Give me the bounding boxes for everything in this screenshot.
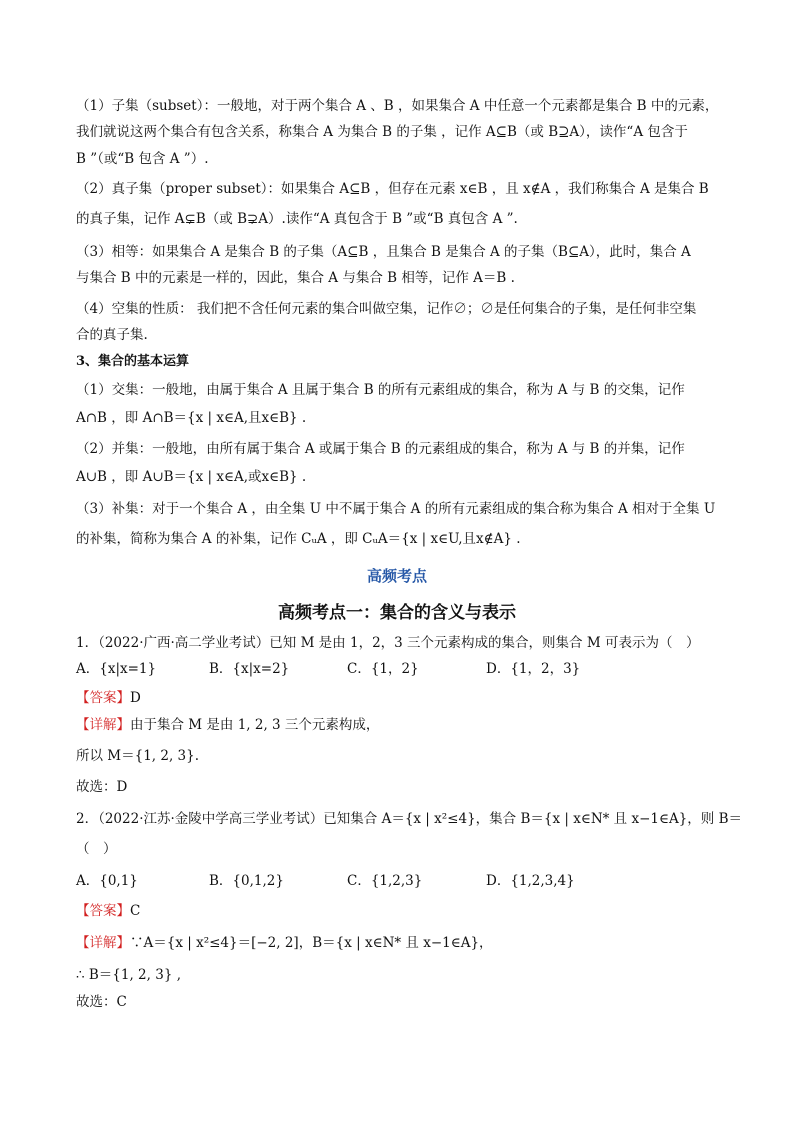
union-line-2: A∪B ，即 A∪B＝{x | x∈A,或x∈B} . [76, 469, 307, 485]
equal-line-2: 与集合 B 中的元素是一样的，因此，集合 A 与集合 B 相等，记作 A＝B . [76, 270, 515, 286]
answer-value: C [130, 903, 141, 919]
question-1-detail-2: 所以 M＝{1, 2, 3}. [76, 748, 200, 764]
question-2-choose [76, 993, 726, 1011]
question-1-option-d: D．{1，2，3} [486, 661, 581, 677]
answer-tag: 【答案】 [76, 903, 130, 919]
detail-tag: 【详解】 [76, 935, 130, 951]
question-2-option-c: C．{1,2,3} [347, 873, 423, 889]
question-2-detail-2: ∴ B＝{1, 2, 3} , [76, 967, 181, 983]
empty-set-line-1: （4）空集的性质： 我们把不含任何元素的集合叫做空集，记作∅；∅是任何集合的子集，是任何非空集 [76, 301, 697, 317]
detail-tag: 【详解】 [76, 717, 130, 733]
empty-set-line-2: 合的真子集. [76, 327, 148, 343]
proper-subset-line-2: 的真子集，记作 A⊊B（或 B⊋A）.读作“A 真包含于 B ”或“B 真包含 A ”. [76, 211, 518, 227]
question-1-option-b: B．{x|x=2} [209, 661, 290, 677]
choose-value: C [116, 994, 127, 1010]
question-2-answer [76, 902, 726, 920]
equal-line-1: （3）相等：如果集合 A 是集合 B 的子集（A⊆B ，且集合 B 是集合 A 的子集（B⊆A），此时，集合 A [76, 244, 691, 260]
question-2-option-b: B．{0,1,2} [209, 873, 284, 889]
question-2-option-a: A．{0,1} [76, 873, 138, 889]
question-1-detail [76, 716, 726, 734]
union-line-1: （2）并集：一般地，由所有属于集合 A 或属于集合 B 的元素组成的集合，称为 A 与 B 的并集，记作 [76, 441, 685, 457]
section-title: 高频考点 [366, 567, 427, 585]
question-2-option-d: D．{1,2,3,4} [486, 873, 575, 889]
question-1-stem: 1．（2022·广西·高二学业考试）已知 M 是由 1，2，3 三个元素构成的集合，则集合 M 可表示为（ ） [76, 635, 700, 651]
question-1-answer [76, 689, 726, 707]
answer-value: D [130, 690, 141, 706]
question-2-stem: 2．（2022·江苏·金陵中学高三学业考试）已知集合 A＝{x | x²≤4}，集合 B＝{x | x∈N* 且 x−1∈A}，则 B＝ [76, 811, 743, 827]
question-2-detail [76, 934, 726, 952]
question-1-option-a: A．{x|x=1} [76, 661, 157, 677]
detail-text: 由于集合 M 是由 1, 2, 3 三个元素构成， [130, 717, 380, 733]
complement-line-1: （3）补集：对于一个集合 A ，由全集 U 中不属于集合 A 的所有元素组成的集合称为集合 A 相对于全集 U [76, 501, 716, 517]
complement-line-2: 的补集，简称为集合 A 的补集，记作 CᵤA ，即 CᵤA＝{x | x∈U,且x∉A} . [76, 531, 521, 547]
intersection-line-1: （1）交集：一般地，由属于集合 A 且属于集合 B 的所有元素组成的集合，称为 A 与 B 的交集，记作 [76, 382, 685, 398]
question-1-option-c: C．{1，2} [347, 661, 419, 677]
answer-tag: 【答案】 [76, 690, 130, 706]
question-1-choose [76, 778, 726, 796]
subsection-title: 高频考点一：集合的含义与表示 [278, 603, 516, 623]
question-2-stem-2: （ ） [76, 841, 117, 857]
detail-text: ∵A＝{x | x²≤4}＝[−2, 2]，B＝{x | x∈N* 且 x−1∈A}， [130, 935, 493, 951]
proper-subset-line-1: （2）真子集（proper subset）：如果集合 A⊆B ，但存在元素 x∈B ，且 x∉A ，我们称集合 A 是集合 B [76, 181, 709, 197]
choose-label: 故选： [76, 779, 117, 795]
subset-line-3: B ”（或“B 包含 A ”）. [76, 151, 209, 167]
subset-line-1: （1）子集（subset）：一般地，对于两个集合 A 、B ，如果集合 A 中任意一个元素都是集合 B 中的元素， [76, 98, 719, 114]
choose-label: 故选： [76, 994, 117, 1010]
subset-line-2: 我们就说这两个集合有包含关系，称集合 A 为集合 B 的子集 ，记作 A⊆B（或 B⊇A），读作“A 包含于 [76, 124, 688, 140]
operations-heading: 3、集合的基本运算 [76, 354, 190, 369]
choose-value: D [116, 779, 128, 795]
intersection-line-2: A∩B ，即 A∩B＝{x | x∈A,且x∈B} . [76, 410, 307, 426]
